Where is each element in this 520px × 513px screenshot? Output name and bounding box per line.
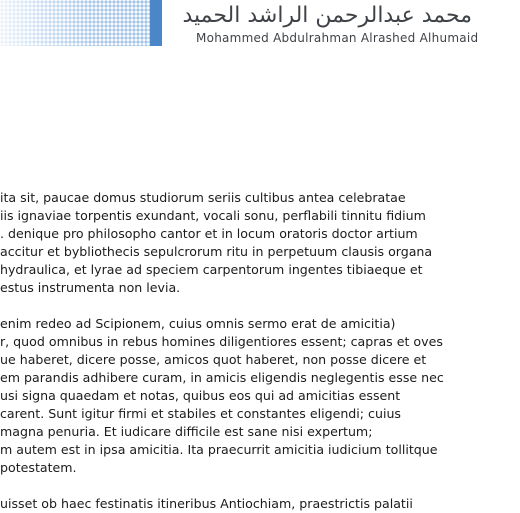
text-line: uisset ob haec festinatis itineribus Antiochiam, praestrictis palatii [0, 496, 413, 511]
text-line: hydraulica, et lyrae ad speciem carpentorum ingentes tibiaeque et [0, 262, 423, 277]
text-line: estus instrumenta non levia. [0, 280, 181, 295]
text-line: ue haberet, dicere posse, amicos quot haberet, non posse dicere et [0, 352, 427, 367]
name-arabic: محمد عبدالرحمن الراشد الحميد [182, 3, 472, 28]
text-line: iis ignaviae torpentis exundant, vocali sonu, perflabili tinnitu fidium [0, 208, 426, 223]
paragraph-1 [0, 189, 520, 297]
letterhead [182, 3, 496, 46]
text-line: magna penuria. Et iudicare difficile est sane nisi expertum; [0, 424, 373, 439]
name-latin: Mohammed Abdulrahman Alrashed Alhumaid [196, 31, 479, 45]
text-line: em parandis adhibere curam, in amicis eligendis neglegentis esse nec [0, 370, 444, 385]
text-line: carent. Sunt igitur firmi et stabiles et constantes eligendi; cuius [0, 406, 401, 421]
body-text [0, 189, 520, 513]
text-line: . denique pro philosopho cantor et in locum oratoris doctor artium [0, 226, 418, 241]
text-line: r, quod omnibus in rebus homines diligentiores essent; capras et oves [0, 334, 443, 349]
text-line: potestatem. [0, 460, 77, 475]
text-line: usi signa quaedam et notas, quibus eos qui ad amicitias essent [0, 388, 401, 403]
paragraph-2 [0, 315, 520, 477]
paragraph-gap [0, 297, 520, 315]
halftone-banner-decoration [0, 0, 162, 46]
text-line: ita sit, paucae domus studiorum seriis cultibus antea celebratae [0, 190, 406, 205]
text-line: accitur et bybliothecis sepulcrorum ritu in perpetuum clausis organa [0, 244, 433, 259]
text-line: enim redeo ad Scipionem, cuius omnis sermo erat de amicitia) [0, 316, 396, 331]
paragraph-gap [0, 477, 520, 495]
paragraph-3 [0, 495, 520, 513]
text-line: m autem est in ipsa amicitia. Ita praecurrit amicitia iudicium tollitque [0, 442, 438, 457]
